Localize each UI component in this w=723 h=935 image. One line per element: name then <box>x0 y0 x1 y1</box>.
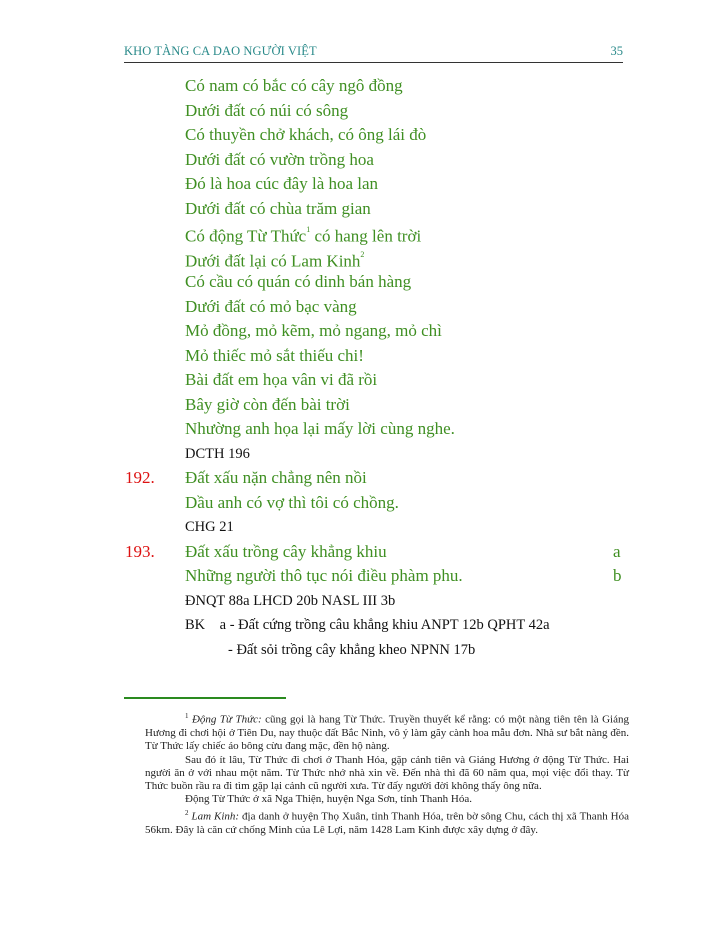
page-header <box>124 44 623 63</box>
poem-line: Có cầu có quán có dinh bán hàng <box>185 272 412 291</box>
variant-note: - Đất sỏi trồng cây khẳng kheo NPNN 17b <box>228 641 476 658</box>
entry-number: 192. <box>125 468 155 487</box>
entry-number: 193. <box>125 541 155 561</box>
poem-body <box>125 74 630 662</box>
poem-line: Đó là hoa cúc đây là hoa lan <box>185 174 379 193</box>
page-number: 35 <box>610 44 623 58</box>
entry-193-line: Những người thô tục nói điều phàm phu. b <box>185 564 630 589</box>
poem-line: Bài đất em họa vân vi đã rồi <box>185 370 378 389</box>
book-title: KHO TÀNG CA DAO NGƯỜI VIỆT <box>124 44 317 58</box>
footnote-1-paragraph: Sau đó ít lâu, Từ Thức đi chơi ở Thanh Hóa, gặp cảnh tiên và Giáng Hương ở động Từ Thức. Hai người ăn ở với nhau một năm. Từ Thức nhớ nhà xin về. Đến nhà thì đã 60 năm qua, mọi việc đổi thay. Từ Thức buồn rầu ra đi tìm gặp lại cảnh cũ người xưa. Từ đấy người đời không thấy ông nữa. <box>145 753 629 793</box>
poem-line: Bây giờ còn đến bài trời <box>185 394 350 414</box>
poem-line: Có thuyền chở khách, có ông lái đò <box>185 125 427 144</box>
source-citation: DCTH 196 <box>185 445 250 462</box>
poem-line: Nhường anh họa lại mấy lời cùng nghe. <box>185 419 455 438</box>
poem-line: Dưới đất lại có Lam Kinh$^2$ <box>185 249 365 271</box>
variant-note: BK a - Đất cứng trồng câu khẳng khiu ANPT 12b QPHT 42a <box>185 617 550 633</box>
footnote-ref-1[interactable]: 1 <box>306 225 311 234</box>
poem-line: Mỏ thiếc mỏ sắt thiếu chi! <box>185 345 364 365</box>
footnotes <box>145 710 629 837</box>
footnote-ref-2[interactable]: 2 <box>360 249 365 259</box>
poem-line: Dưới đất có núi có sông <box>185 100 349 120</box>
source-citation: CHG 21 <box>185 519 234 535</box>
poem-line: Dưới đất có chùa trăm gian <box>185 198 371 218</box>
poem-line: Dưới đất có vườn trồng hoa <box>185 149 374 169</box>
variant-mark: b <box>613 566 622 585</box>
footnote-2: $^2$ Lam Kinh: địa danh ở huyện Thọ Xuân, tỉnh Thanh Hóa, trên bờ sông Chu, cách thị xã Thanh Hóa 56km. Đây là căn cứ chống Minh của Lê Lợi, năm 1428 Lam Kinh được xây dựng ở đây. <box>145 808 629 836</box>
entry-193-line: 193. Đất xấu trồng cây khẳng khiu a <box>185 540 630 565</box>
poem-line: Có động Từ Thức$^1$ có hang lên trời <box>185 225 422 246</box>
entry-192-line: 192. Đất xấu nặn chẳng nên nồi <box>185 466 630 491</box>
footnote-1-paragraph: Động Từ Thức ở xã Nga Thiện, huyện Nga Sơn, tỉnh Thanh Hóa. <box>185 793 473 806</box>
poem-line: Dưới đất có mỏ bạc vàng <box>185 296 357 316</box>
entry-192-line: Dầu anh có vợ thì tôi có chồng. <box>185 492 399 512</box>
footnote-divider <box>124 697 286 699</box>
poem-line: Có nam có bắc có cây ngô đồng <box>185 76 403 95</box>
poem-line: Mỏ đồng, mỏ kẽm, mỏ ngang, mỏ chì <box>185 321 442 340</box>
variant-mark: a <box>613 541 621 561</box>
footnote-1: $^1$ Động Từ Thức: cũng gọi là hang Từ Thức. Truyền thuyết kể rằng: có một nàng tiên tên là Giáng Hương đi chơi hội ở Tiên Du, nay thuộc đất Bắc Ninh, vô ý làm gãy cành hoa mẫu đơn. Nhà sư bắt nàng đền. Từ Thức lấy chiếc áo bông cừu đang mặc, đền hộ nàng. <box>145 712 629 753</box>
source-citation: ĐNQT 88a LHCD 20b NASL III 3b <box>185 592 396 609</box>
